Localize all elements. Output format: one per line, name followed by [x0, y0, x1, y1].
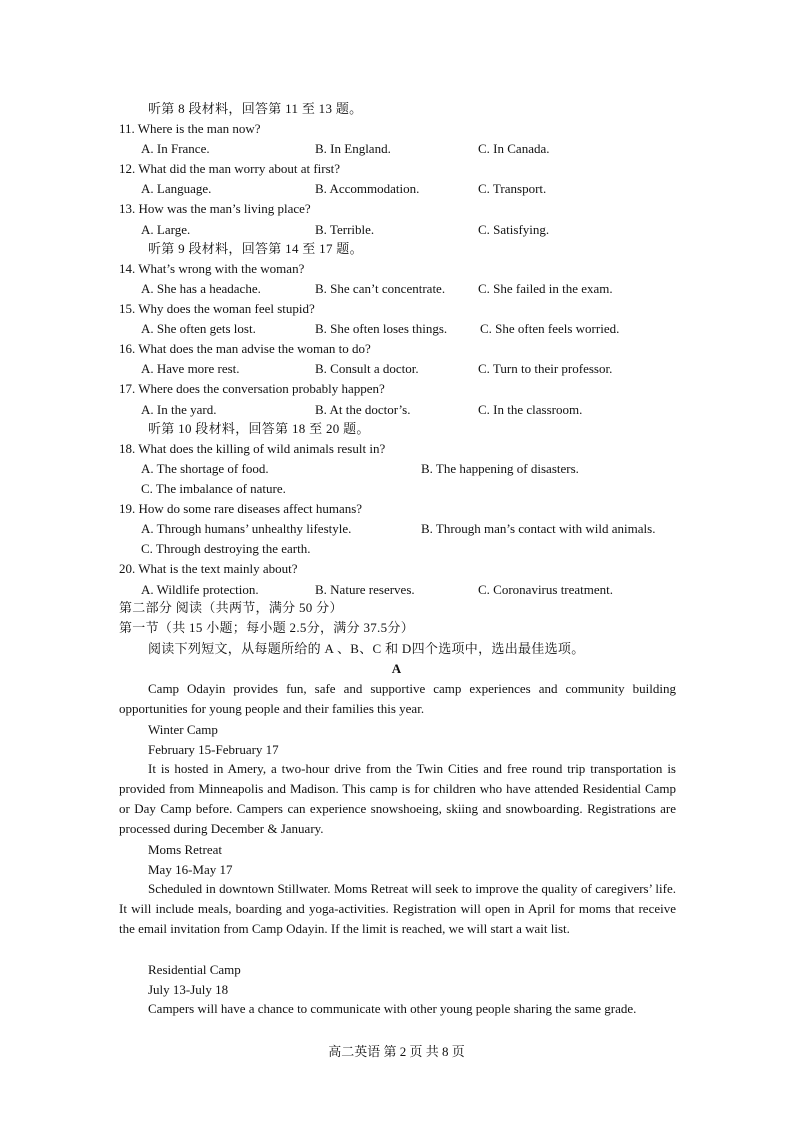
question-14-option-c: C. She failed in the exam. — [478, 281, 613, 296]
reading-instruction: 阅读下列短文，从每题所给的 A 、B、C 和 D四个选项中，选出最佳选项。 — [148, 641, 585, 656]
moms-retreat-date: May 16-May 17 — [148, 862, 233, 877]
question-15-option-c: C. She often feels worried. — [480, 321, 620, 336]
part-2-title: 第二部分 阅读（共两节，满分 50 分） — [119, 600, 343, 615]
question-17-option-c: C. In the classroom. — [478, 402, 583, 417]
question-14-option-a: A. She has a headache. — [141, 281, 261, 296]
question-18: 18. What does the killing of wild animals result in? — [119, 441, 386, 456]
question-16-option-b: B. Consult a doctor. — [315, 361, 419, 376]
question-13-option-a: A. Large. — [141, 222, 191, 237]
moms-retreat-text: Scheduled in downtown Stillwater. Moms Retreat will seek to improve the quality of caregivers’ life. It will include meals, boarding and yoga-activities. Registration will open in April for moms that receive the email invitation from Camp Odayin. If the limit is reached, we will start a wait list. — [119, 881, 676, 936]
winter-camp-date: February 15-February 17 — [148, 742, 279, 757]
question-15-option-a: A. She often gets lost. — [141, 321, 256, 336]
question-20: 20. What is the text mainly about? — [119, 561, 298, 576]
section-10-header: 听第 10 段材料，回答第 18 至 20 题。 — [148, 421, 370, 436]
question-19-option-a: A. Through humans’ unhealthy lifestyle. — [141, 521, 352, 536]
question-15: 15. Why does the woman feel stupid? — [119, 301, 315, 316]
section-9-header: 听第 9 段材料，回答第 14 至 17 题。 — [148, 241, 363, 256]
passage-label: A — [391, 661, 402, 676]
question-20-option-a: A. Wildlife protection. — [141, 582, 259, 597]
question-16-option-c: C. Turn to their professor. — [478, 361, 613, 376]
question-18-option-c: C. The imbalance of nature. — [141, 481, 286, 496]
page-footer: 高二英语 第 2 页 共 8 页 — [328, 1044, 465, 1059]
question-20-option-b: B. Nature reserves. — [315, 582, 415, 597]
section-8-header: 听第 8 段材料，回答第 11 至 13 题。 — [148, 101, 363, 116]
question-14: 14. What’s wrong with the woman? — [119, 261, 305, 276]
question-13-option-c: C. Satisfying. — [478, 222, 550, 237]
question-16: 16. What does the man advise the woman to do? — [119, 341, 371, 356]
question-11-option-b: B. In England. — [315, 141, 391, 156]
residential-camp-title: Residential Camp — [148, 962, 241, 977]
question-20-option-c: C. Coronavirus treatment. — [478, 582, 614, 597]
question-18-option-a: A. The shortage of food. — [141, 461, 269, 476]
section-1-title: 第一节（共 15 小题；每小题 2.5分，满分 37.5分） — [119, 620, 414, 635]
question-12: 12. What did the man worry about at first? — [119, 161, 341, 176]
question-15-option-b: B. She often loses things. — [315, 321, 448, 336]
question-11-option-a: A. In France. — [141, 141, 210, 156]
question-12-option-b: B. Accommodation. — [315, 181, 420, 196]
question-11-option-c: C. In Canada. — [478, 141, 550, 156]
question-12-option-c: C. Transport. — [478, 181, 547, 196]
residential-camp-text: Campers will have a chance to communicate with other young people sharing the same grade. — [148, 1001, 637, 1016]
question-11: 11. Where is the man now? — [119, 121, 261, 136]
question-18-option-b: B. The happening of disasters. — [421, 461, 579, 476]
question-12-option-a: A. Language. — [141, 181, 212, 196]
question-19: 19. How do some rare diseases affect humans? — [119, 501, 363, 516]
question-14-option-b: B. She can’t concentrate. — [315, 281, 446, 296]
question-13-option-b: B. Terrible. — [315, 222, 375, 237]
question-17-option-a: A. In the yard. — [141, 402, 217, 417]
winter-camp-title: Winter Camp — [148, 722, 218, 737]
question-19-option-b: B. Through man’s contact with wild animals. — [421, 521, 656, 536]
residential-camp-date: July 13-July 18 — [148, 982, 229, 997]
question-16-option-a: A. Have more rest. — [141, 361, 240, 376]
question-17-option-b: B. At the doctor’s. — [315, 402, 411, 417]
question-17: 17. Where does the conversation probably happen? — [119, 381, 385, 396]
question-19-option-c: C. Through destroying the earth. — [141, 541, 311, 556]
question-13: 13. How was the man’s living place? — [119, 201, 311, 216]
passage-intro: Camp Odayin provides fun, safe and supportive camp experiences and community building opportunities for young people and their families this year. — [119, 681, 676, 716]
winter-camp-text: It is hosted in Amery, a two-hour drive from the Twin Cities and free round trip transportation is provided from Minneapolis and Madison. This camp is for children who have attended Residential Camp or Day Camp before. Campers can experience snowshoeing, skiing and snowboarding. Registrations are processed during December & January. — [119, 761, 676, 836]
moms-retreat-title: Moms Retreat — [148, 842, 223, 857]
